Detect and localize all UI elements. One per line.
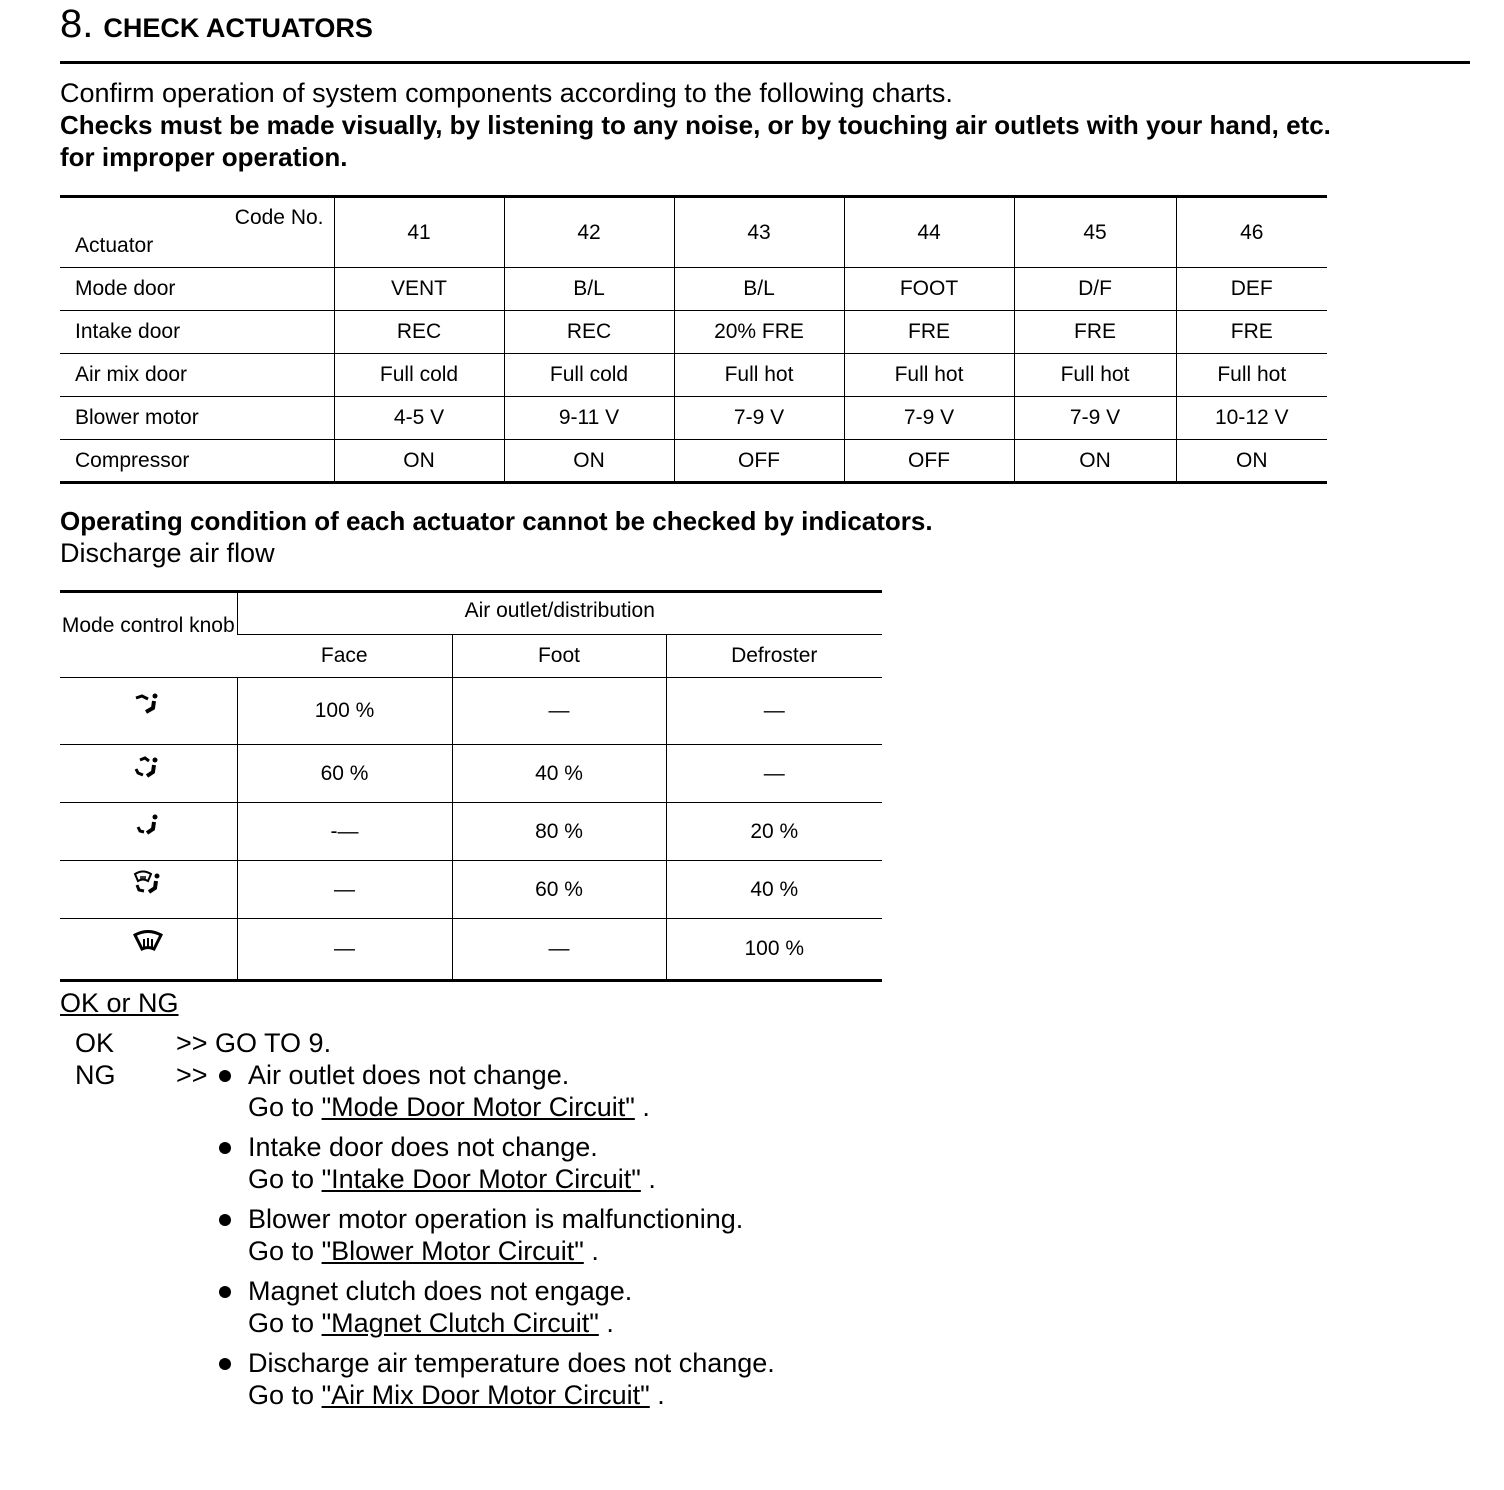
ng-item-text: Discharge air temperature does not change. xyxy=(248,1348,775,1378)
step-heading xyxy=(60,2,373,47)
table-cell: 7-9 V xyxy=(1014,397,1176,440)
table-cell: 10-12 V xyxy=(1176,397,1327,440)
table-header-row xyxy=(60,592,882,635)
table-cell: D/F xyxy=(1014,268,1176,311)
bullet-icon xyxy=(219,1070,231,1082)
table-row xyxy=(60,268,1327,311)
mode-knob-cell xyxy=(60,678,237,745)
ng-item-goto xyxy=(248,1163,656,1195)
table-cell: 40 % xyxy=(666,861,882,919)
table-cell: OFF xyxy=(844,440,1014,483)
table-cell: — xyxy=(237,861,452,919)
table-cell: Full hot xyxy=(1014,354,1176,397)
go-to-label: Go to xyxy=(248,1380,315,1410)
mode-knob-cell xyxy=(60,861,237,919)
ng-arrow: >> xyxy=(176,1060,208,1090)
row-label: Air mix door xyxy=(60,354,334,397)
bi-level-icon xyxy=(134,754,162,777)
circuit-link[interactable]: "Blower Motor Circuit" xyxy=(321,1236,584,1266)
table-row xyxy=(60,440,1327,483)
warning-line-1: Checks must be made visually, by listening to any noise, or by touching air outlets with your hand, etc. xyxy=(60,110,1331,140)
table-row xyxy=(60,861,882,919)
go-to-label: Go to xyxy=(248,1308,315,1338)
step-number: 8. xyxy=(60,2,94,46)
circuit-link[interactable]: "Intake Door Motor Circuit" xyxy=(321,1164,641,1194)
mode-knob-header: Mode control knob xyxy=(60,592,237,678)
column-header: Face xyxy=(237,635,452,678)
table-row xyxy=(60,745,882,803)
table-row xyxy=(60,354,1327,397)
table-cell: 4-5 V xyxy=(334,397,504,440)
table-cell: Full hot xyxy=(674,354,844,397)
table-cell: B/L xyxy=(504,268,674,311)
circuit-link[interactable]: "Magnet Clutch Circuit" xyxy=(321,1308,599,1338)
table-cell: 100 % xyxy=(237,678,452,745)
table-row xyxy=(60,919,882,981)
code-header: 42 xyxy=(504,197,674,268)
code-header: 44 xyxy=(844,197,1014,268)
ng-label: NG xyxy=(75,1060,116,1090)
table-cell: — xyxy=(237,919,452,981)
period: . xyxy=(642,1092,650,1122)
table-header-row xyxy=(60,197,1327,268)
actuator-header: Actuator xyxy=(75,234,154,257)
step-title: CHECK ACTUATORS xyxy=(103,13,373,43)
table-cell: Full cold xyxy=(334,354,504,397)
table-cell: Full hot xyxy=(1176,354,1327,397)
table-cell: DEF xyxy=(1176,268,1327,311)
table-cell: 40 % xyxy=(452,745,666,803)
table-cell: 7-9 V xyxy=(674,397,844,440)
bullet-icon xyxy=(219,1286,231,1298)
table-cell: — xyxy=(452,678,666,745)
period: . xyxy=(591,1236,599,1266)
go-to-label: Go to xyxy=(248,1164,315,1194)
airflow-table xyxy=(60,590,882,982)
circuit-link[interactable]: "Mode Door Motor Circuit" xyxy=(321,1092,635,1122)
table-cell: REC xyxy=(504,311,674,354)
heading-rule xyxy=(60,61,1470,64)
table-row xyxy=(60,311,1327,354)
ok-label: OK xyxy=(75,1028,115,1058)
period: . xyxy=(648,1164,656,1194)
ok-action: >> GO TO 9. xyxy=(176,1028,332,1058)
code-no-header: Code No. xyxy=(234,206,324,229)
table-cell: FRE xyxy=(1014,311,1176,354)
row-label: Blower motor xyxy=(60,397,334,440)
code-header: 46 xyxy=(1176,197,1327,268)
actuator-table xyxy=(60,195,1327,484)
column-header: Defroster xyxy=(666,635,882,678)
row-label: Mode door xyxy=(60,268,334,311)
bullet-icon xyxy=(219,1142,231,1154)
circuit-link[interactable]: "Air Mix Door Motor Circuit" xyxy=(321,1380,650,1410)
row-label: Compressor xyxy=(60,440,334,483)
warning-line-2: for improper operation. xyxy=(60,142,348,172)
period: . xyxy=(657,1380,665,1410)
table-cell: B/L xyxy=(674,268,844,311)
column-header: Foot xyxy=(452,635,666,678)
vent-icon xyxy=(134,692,162,715)
table-cell: FRE xyxy=(844,311,1014,354)
table-cell: FOOT xyxy=(844,268,1014,311)
ng-item-goto xyxy=(248,1307,614,1339)
table-cell: 80 % xyxy=(452,803,666,861)
ng-item-goto xyxy=(248,1235,599,1267)
table-cell: FRE xyxy=(1176,311,1327,354)
table-cell: 20% FRE xyxy=(674,311,844,354)
ng-item-text: Air outlet does not change. xyxy=(248,1060,570,1090)
def-foot-icon xyxy=(133,870,163,893)
table-cell: REC xyxy=(334,311,504,354)
ng-item-text: Intake door does not change. xyxy=(248,1132,598,1162)
defrost-icon xyxy=(133,930,163,953)
table-cell: — xyxy=(666,678,882,745)
outlet-group-header: Air outlet/distribution xyxy=(237,592,882,635)
corner-header-cell xyxy=(60,197,334,268)
table-cell: Full cold xyxy=(504,354,674,397)
table-cell: 100 % xyxy=(666,919,882,981)
table-cell: — xyxy=(452,919,666,981)
table-row xyxy=(60,397,1327,440)
code-header: 45 xyxy=(1014,197,1176,268)
ng-item-goto xyxy=(248,1091,650,1123)
discharge-title: Discharge air flow xyxy=(60,538,275,568)
table-cell: 20 % xyxy=(666,803,882,861)
code-header: 43 xyxy=(674,197,844,268)
table-cell: 60 % xyxy=(237,745,452,803)
table-cell: 7-9 V xyxy=(844,397,1014,440)
table-cell: Full hot xyxy=(844,354,1014,397)
intro-text: Confirm operation of system components according to the following charts. xyxy=(60,78,953,108)
note-bold: Operating condition of each actuator cannot be checked by indicators. xyxy=(60,506,933,536)
ng-item-text: Blower motor operation is malfunctioning. xyxy=(248,1204,744,1234)
table-cell: 9-11 V xyxy=(504,397,674,440)
table-cell: — xyxy=(666,745,882,803)
table-cell: -— xyxy=(237,803,452,861)
ng-item-text: Magnet clutch does not engage. xyxy=(248,1276,633,1306)
table-row xyxy=(60,803,882,861)
mode-knob-cell xyxy=(60,745,237,803)
go-to-label: Go to xyxy=(248,1092,315,1122)
mode-knob-cell xyxy=(60,919,237,981)
bullet-icon xyxy=(219,1214,231,1226)
table-cell: ON xyxy=(334,440,504,483)
bullet-icon xyxy=(219,1358,231,1370)
row-label: Intake door xyxy=(60,311,334,354)
ng-item-goto xyxy=(248,1379,665,1411)
go-to-label: Go to xyxy=(248,1236,315,1266)
table-cell: OFF xyxy=(674,440,844,483)
code-header: 41 xyxy=(334,197,504,268)
table-cell: ON xyxy=(1176,440,1327,483)
table-row xyxy=(60,678,882,745)
mode-knob-cell xyxy=(60,803,237,861)
result-heading: OK or NG xyxy=(60,988,179,1018)
table-cell: VENT xyxy=(334,268,504,311)
table-cell: 60 % xyxy=(452,861,666,919)
table-cell: ON xyxy=(1014,440,1176,483)
period: . xyxy=(606,1308,614,1338)
table-cell: ON xyxy=(504,440,674,483)
foot-icon xyxy=(134,812,162,835)
